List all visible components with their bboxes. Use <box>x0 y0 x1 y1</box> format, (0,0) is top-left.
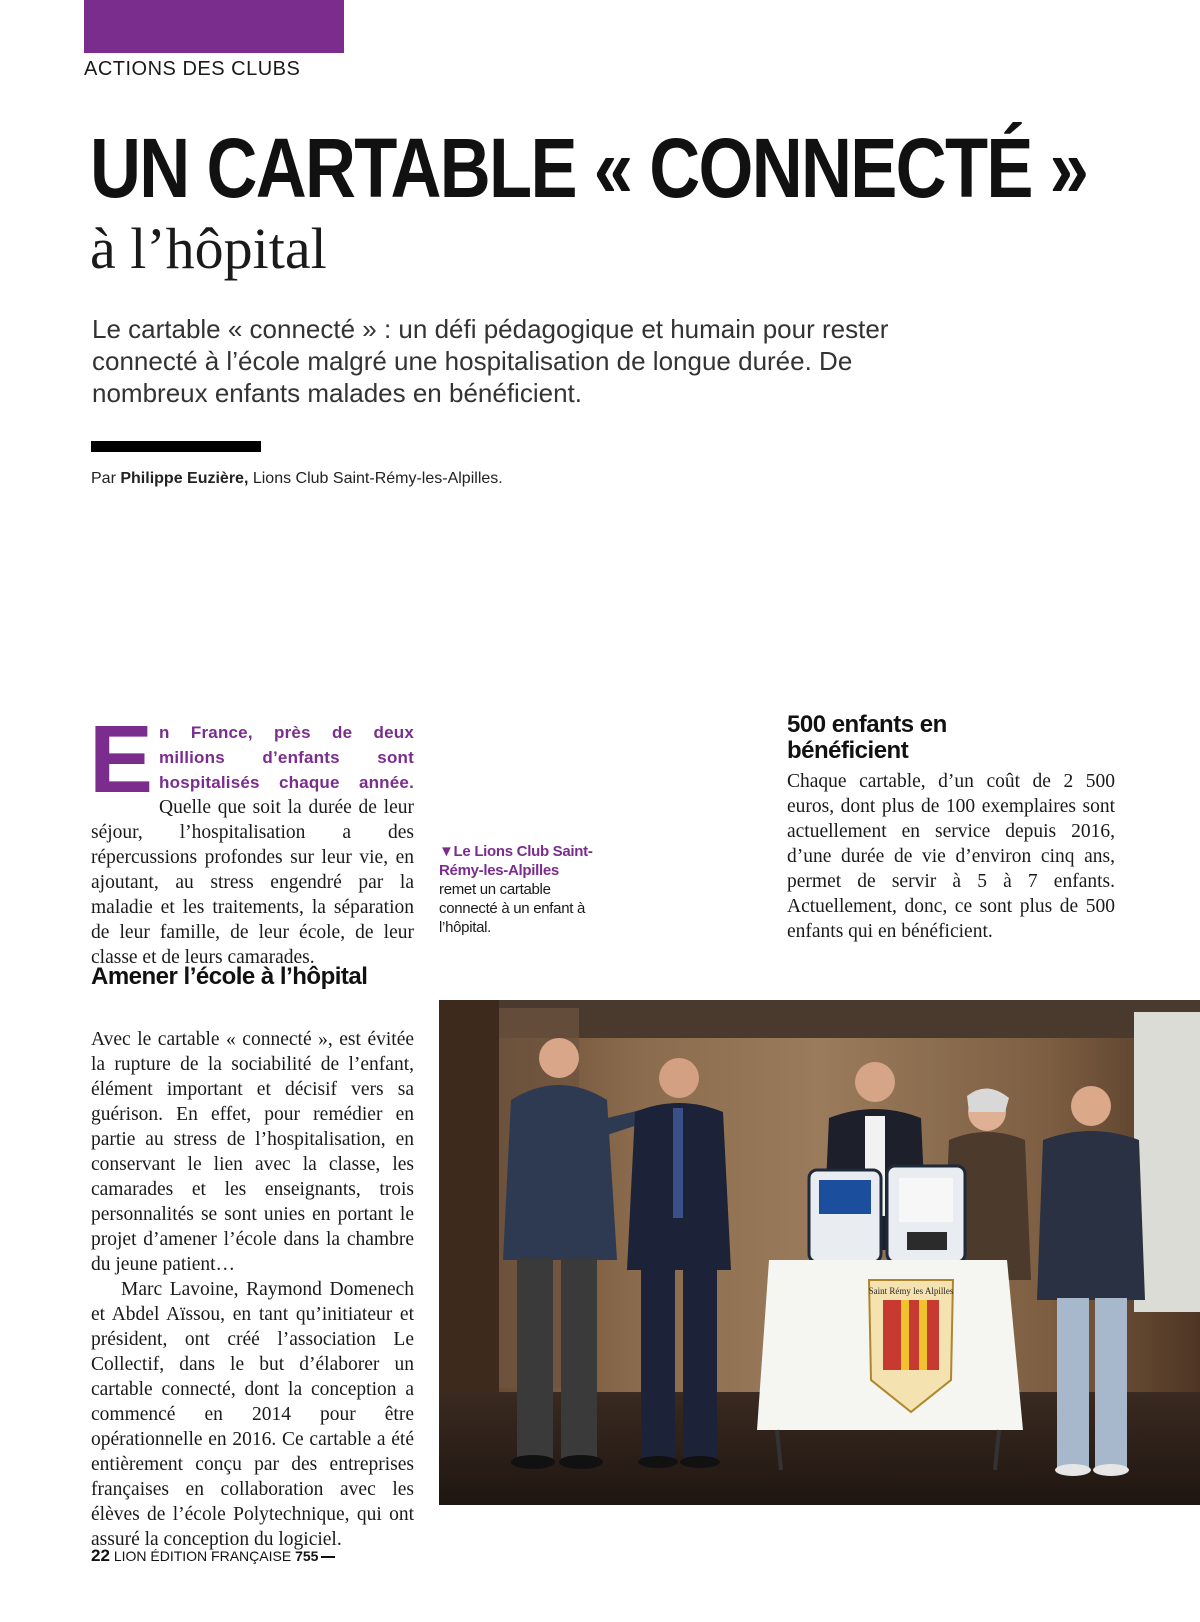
byline-prefix: Par <box>91 470 116 487</box>
issue-number: 755 <box>295 1548 319 1564</box>
article-title: UN CARTABLE « CONNECTÉ » <box>90 121 1088 215</box>
article-lede: Le cartable « connecté » : un défi pédagogique et humain pour rester connecté à l’école malgré une hospitalisation de longue durée. De nombreux enfants malades en bénéficient. <box>92 314 889 408</box>
intro-paragraph <box>89 706 414 970</box>
byline-author: Philippe Euzière, <box>120 470 249 487</box>
section-color-band <box>84 0 344 53</box>
drop-cap: E <box>89 706 154 813</box>
section-label: ACTIONS DES CLUBS <box>84 58 301 80</box>
pennant-text: Saint Rémy les Alpilles <box>868 1286 954 1296</box>
footer-dash <box>321 1556 335 1558</box>
group-photo <box>439 1000 1200 1505</box>
section-500-body <box>787 769 1115 944</box>
caption-marker-icon: ▼ <box>439 843 454 860</box>
caption-text: remet un cartable connecté à un enfant à l’hôpital. <box>439 881 586 936</box>
article-subtitle: à l’hôpital <box>90 216 327 281</box>
section-amener-paragraph-2: Marc Lavoine, Raymond Domenech et Abdel Aïssou, en tant qu’initiateur et président, ont créé l’association Le Collectif, dans le but d’élaborer un cartable connecté, dont la conception a commencé en 2014 pour être opérationnelle en 2016. Ce cartable a été entièrement conçu par des entreprises françaises en collaboration avec les élèves de l’école Polytechnique, qui ont assuré la conception du logiciel. <box>91 1279 414 1550</box>
page-footer <box>91 1546 335 1566</box>
divider-rule <box>91 441 261 452</box>
page-number: 22 <box>91 1546 110 1565</box>
photo-caption <box>439 842 599 937</box>
section-amener-body <box>91 1027 414 1552</box>
caption-strong: Le Lions Club Saint-Rémy-les-Alpilles <box>439 843 593 879</box>
publication-name: LION ÉDITION FRANÇAISE <box>113 1548 292 1564</box>
connected-schoolbag <box>809 1166 965 1262</box>
intro-text: Quelle que soit la durée de leur séjour, l’hospitalisation a des répercussions profondes sur leur vie, en ajoutant, au stress engendré par la maladie et les traitements, la séparation de leur famille, de leur école, de leur classe et de leurs camarades. <box>91 797 414 968</box>
section-500-paragraph: Chaque cartable, d’un coût de 2 500 euros, dont plus de 100 exemplaires sont actuellement en service depuis 2016, d’une durée de vie d’environ cinq ans, permet de servir à 5 à 7 enfants. Actuellement, donc, ce sont plus de 500 enfants qui en bénéficient. <box>787 771 1115 942</box>
section-amener-paragraph-1: Avec le cartable « connecté », est évitée la rupture de la sociabilité de l’enfant, élément important et décisif vers sa guérison. En effet, pour remédier en partie au stress de l’hospitalisation, en conservant le lien avec la classe, les camarades et les enseignants, trois personnalités se sont unies en portant le projet d’amener l’école dans la chambre du jeune patient… <box>91 1029 414 1275</box>
section-heading-amener: Amener l’école à l’hôpital <box>91 963 368 990</box>
byline-club: Lions Club Saint-Rémy-les-Alpilles. <box>252 470 503 487</box>
section-heading-500: 500 enfants en bénéficient <box>787 711 947 764</box>
intro-lead-bold: n France, près de deux millions d’enfants sont hospitalisés chaque année. <box>159 723 414 792</box>
byline <box>91 470 503 488</box>
